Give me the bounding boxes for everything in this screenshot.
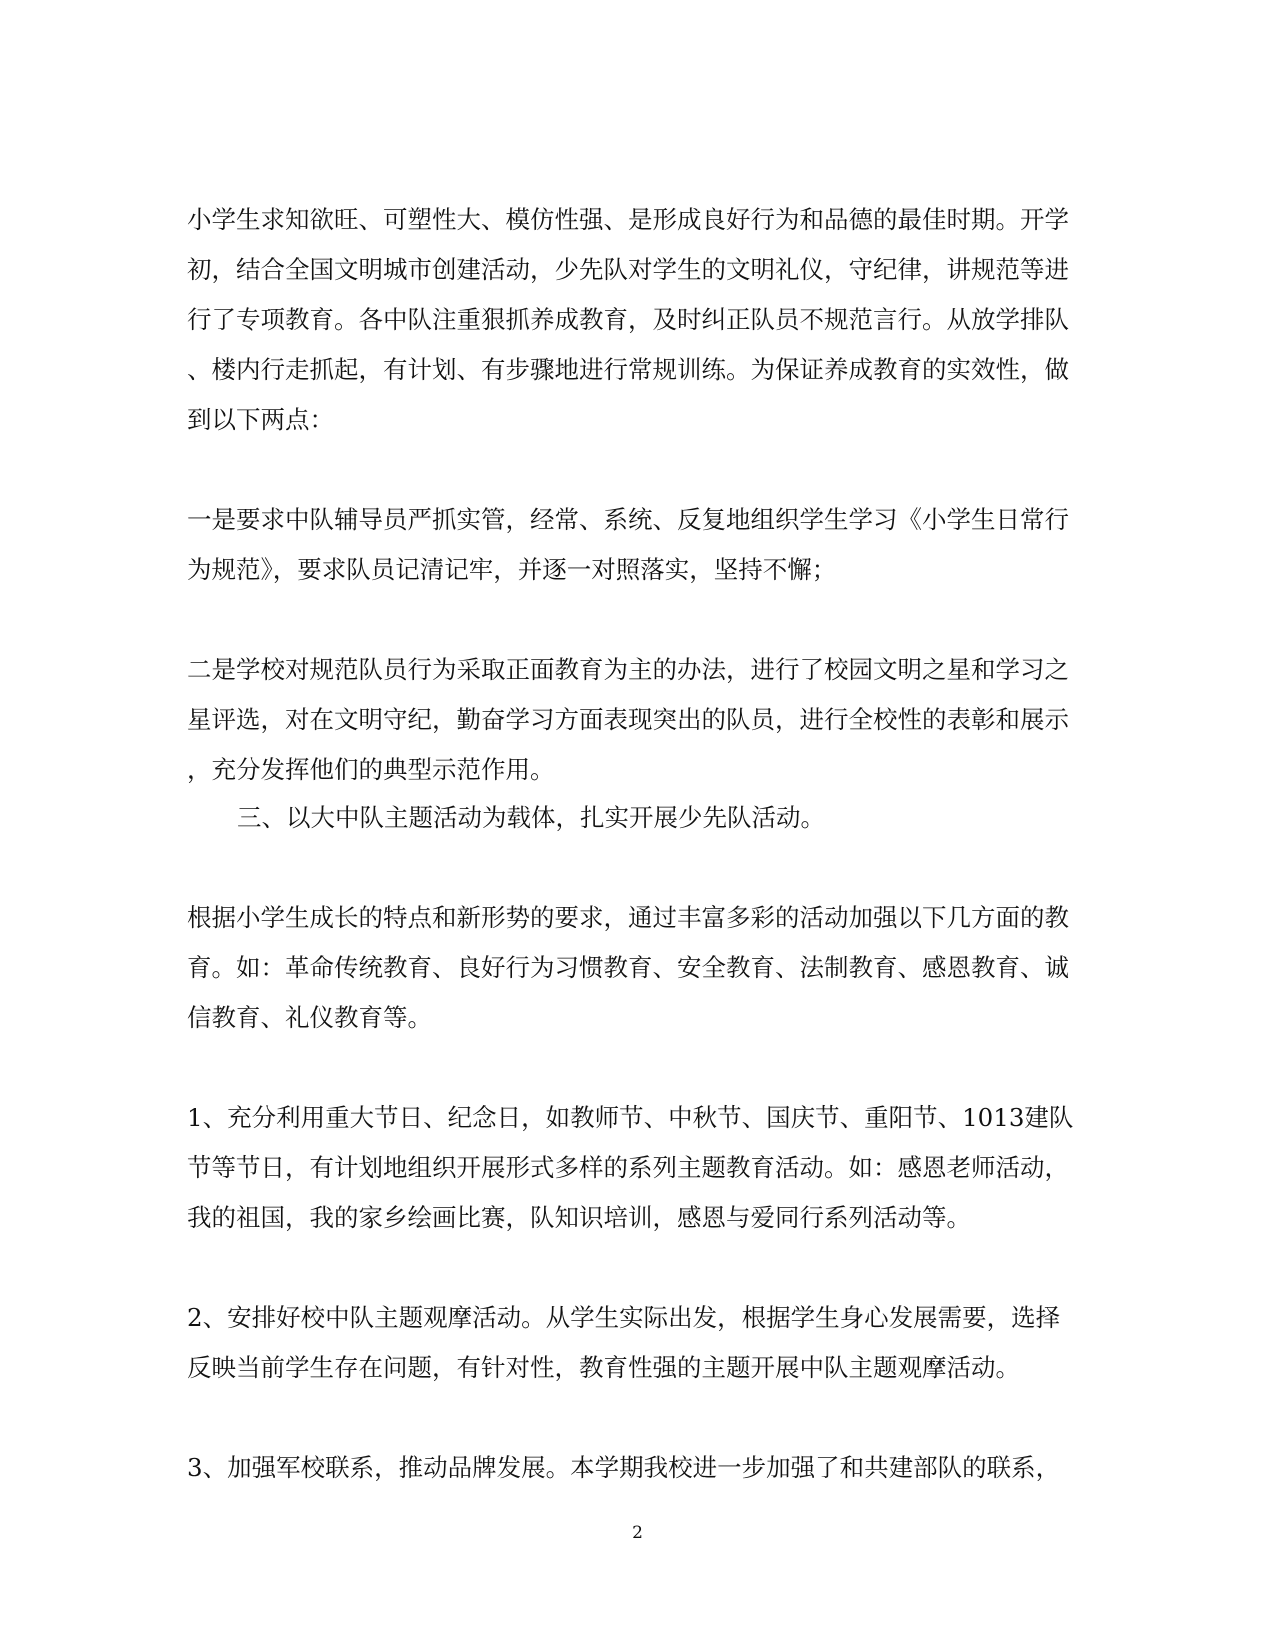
text-line: 星评选，对在文明守纪，勤奋学习方面表现突出的队员，进行全校性的表彰和展示: [187, 705, 1069, 734]
page-number: 2: [632, 1523, 643, 1543]
text-line: 育。如：革命传统教育、良好行为习惯教育、安全教育、法制教育、感恩教育、诚: [187, 953, 1069, 982]
text-line: 信教育、礼仪教育等。: [187, 1003, 432, 1032]
text-line: 一是要求中队辅导员严抓实管，经常、系统、反复地组织学生学习《小学生日常行: [187, 505, 1069, 534]
text-line: 到以下两点：: [187, 405, 334, 434]
section-heading: 三、以大中队主题活动为载体，扎实开展少先队活动。: [237, 803, 825, 832]
text-line: 小学生求知欲旺、可塑性大、模仿性强、是形成良好行为和品德的最佳时期。开学: [187, 205, 1069, 234]
text-line: 为规范》，要求队员记清记牢，并逐一对照落实，坚持不懈；: [187, 555, 837, 584]
text-line: 3、加强军校联系，推动品牌发展。本学期我校进一步加强了和共建部队的联系，: [187, 1453, 1061, 1482]
text-line: 根据小学生成长的特点和新形势的要求，通过丰富多彩的活动加强以下几方面的教: [187, 903, 1069, 932]
text-line: 行了专项教育。各中队注重狠抓养成教育，及时纠正队员不规范言行。从放学排队: [187, 305, 1069, 334]
text-line: 节等节日，有计划地组织开展形式多样的系列主题教育活动。如：感恩老师活动，: [187, 1153, 1069, 1182]
text-line: 我的祖国，我的家乡绘画比赛，队知识培训，感恩与爱同行系列活动等。: [187, 1203, 971, 1232]
text-line: 2、安排好校中队主题观摩活动。从学生实际出发，根据学生身心发展需要，选择: [187, 1303, 1061, 1332]
text-line: 反映当前学生存在问题，有针对性，教育性强的主题开展中队主题观摩活动。: [187, 1353, 1020, 1382]
text-line: 、楼内行走抓起，有计划、有步骤地进行常规训练。为保证养成教育的实效性，做: [187, 355, 1069, 384]
text-line: 1、充分利用重大节日、纪念日，如教师节、中秋节、国庆节、重阳节、1013建队: [187, 1103, 1074, 1132]
text-line: 二是学校对规范队员行为采取正面教育为主的办法，进行了校园文明之星和学习之: [187, 655, 1069, 684]
text-line: ，充分发挥他们的典型示范作用。: [187, 755, 555, 784]
text-line: 初，结合全国文明城市创建活动，少先队对学生的文明礼仪，守纪律，讲规范等进: [187, 255, 1069, 284]
